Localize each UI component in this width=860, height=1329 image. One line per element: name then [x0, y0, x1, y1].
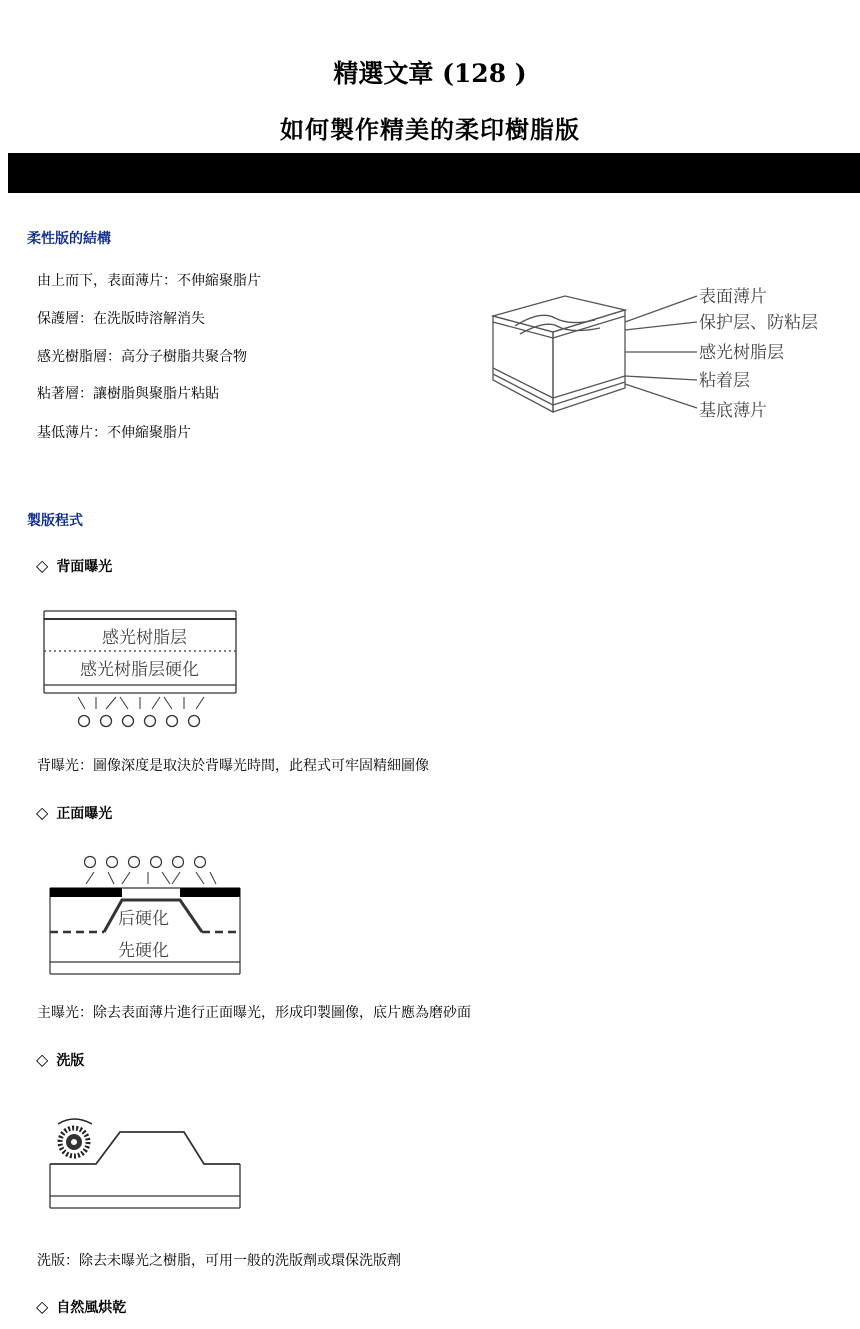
- page-subtitle: 如何製作精美的柔印樹脂版: [280, 115, 580, 144]
- diagram-label: 后硬化: [118, 909, 169, 929]
- step-caption-back-exposure: 背曝光：圖像深度是取決於背曝光時間，此程式可牢固精細圖像: [37, 758, 429, 774]
- diagram-label: 基底薄片: [699, 401, 767, 421]
- diagram-label: 感光树脂层: [102, 628, 187, 648]
- step-title-back-exposure: ◇ 背面曝光: [36, 556, 113, 575]
- back-exposure-diagram: [40, 605, 240, 735]
- step-title-air-dry: ◇ 自然風烘乾: [36, 1297, 127, 1316]
- header-bar: [8, 153, 860, 193]
- page-title: 精選文章 (128 ): [333, 59, 527, 88]
- diamond-icon: ◇: [36, 556, 49, 575]
- diamond-icon: ◇: [36, 803, 49, 822]
- step-caption-front-exposure: 主曝光：除去表面薄片進行正面曝光，形成印製圖像，底片應為磨砂面: [37, 1005, 471, 1021]
- structure-line: 基低薄片：不伸縮聚脂片: [37, 425, 191, 441]
- diamond-icon: ◇: [36, 1050, 49, 1069]
- plate-structure-diagram: [485, 280, 850, 430]
- structure-line: 粘著層：讓樹脂與聚脂片粘貼: [37, 386, 219, 402]
- washout-diagram: [44, 1112, 244, 1212]
- step-title-washout: ◇ 洗版: [36, 1050, 85, 1069]
- step-caption-washout: 洗版：除去未曝光之樹脂，可用一般的洗版劑或環保洗版劑: [37, 1253, 401, 1269]
- structure-line: 由上而下，表面薄片：不伸縮聚脂片: [37, 273, 261, 289]
- structure-line: 保護層：在洗版時溶解消失: [37, 311, 205, 327]
- diamond-icon: ◇: [36, 1297, 49, 1316]
- brush-icon: [58, 1119, 92, 1156]
- step-title-front-exposure: ◇ 正面曝光: [36, 803, 113, 822]
- front-exposure-diagram: [44, 850, 244, 978]
- section-heading-structure: 柔性版的結構: [27, 231, 111, 247]
- diagram-label: 表面薄片: [699, 287, 767, 307]
- structure-line: 感光樹脂層：高分子樹脂共聚合物: [37, 349, 247, 365]
- diagram-label: 粘着层: [699, 371, 750, 391]
- section-heading-process: 製版程式: [27, 513, 83, 529]
- diagram-label: 先硬化: [118, 941, 169, 961]
- diagram-label: 感光树脂层硬化: [80, 660, 199, 680]
- diagram-label: 保护层、防粘层: [699, 313, 818, 333]
- diagram-label: 感光树脂层: [699, 343, 784, 363]
